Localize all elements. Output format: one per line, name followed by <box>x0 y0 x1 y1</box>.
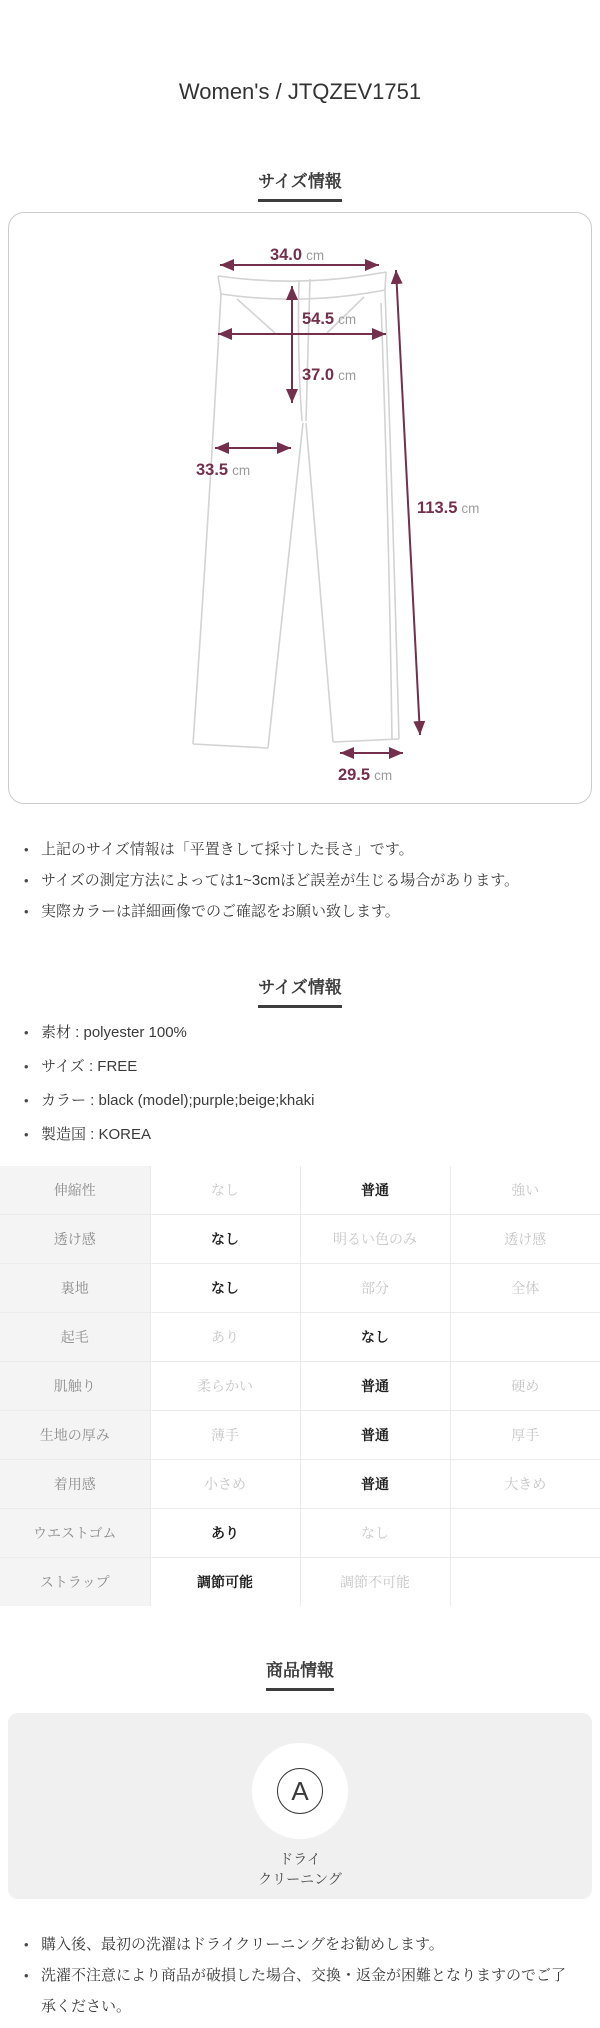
row-label: 透け感 <box>0 1215 150 1264</box>
material-item: • 製造国 : KOREA <box>24 1118 580 1152</box>
size-note: • 上記のサイズ情報は「平置きして採寸した長さ」です。 <box>24 834 580 865</box>
material-item: • サイズ : FREE <box>24 1050 580 1084</box>
row-label: ウエストゴム <box>0 1509 150 1558</box>
table-row <box>0 1313 600 1362</box>
option-cell: あり <box>150 1313 300 1362</box>
option-cell: 厚手 <box>450 1411 600 1460</box>
dry-clean-icon <box>252 1743 348 1839</box>
attribute-table <box>0 1166 600 1606</box>
length-measurement-label: 113.5 cm <box>417 499 480 517</box>
care-note: • 洗濯不注意により商品が破損した場合、交換・返金が困難となりますのでご了承ください。 <box>24 1960 580 2022</box>
pants-diagram <box>9 213 592 803</box>
option-cell-selected: 調節可能 <box>150 1558 300 1607</box>
option-cell-selected: 普通 <box>300 1411 450 1460</box>
rise-measurement-label: 37.0 cm <box>302 366 357 384</box>
option-cell-selected: 普通 <box>300 1362 450 1411</box>
material-info-heading: サイズ情報 <box>258 977 342 1008</box>
size-note: • 実際カラーは詳細画像でのご確認をお願い致します。 <box>24 896 580 927</box>
table-row <box>0 1166 600 1215</box>
option-cell: なし <box>150 1166 300 1215</box>
option-cell-selected: 普通 <box>300 1166 450 1215</box>
table-row <box>0 1509 600 1558</box>
option-cell: 強い <box>450 1166 600 1215</box>
option-cell: 大きめ <box>450 1460 600 1509</box>
option-cell: 透け感 <box>450 1215 600 1264</box>
option-cell <box>450 1509 600 1558</box>
row-label: 着用感 <box>0 1460 150 1509</box>
option-cell: 硬め <box>450 1362 600 1411</box>
product-info-heading: 商品情報 <box>266 1660 334 1691</box>
option-cell: なし <box>300 1509 450 1558</box>
waist-measurement-label: 34.0 cm <box>269 246 325 264</box>
hip-measurement-label: 54.5 cm <box>302 310 357 328</box>
option-cell: 明るい色のみ <box>300 1215 450 1264</box>
table-row <box>0 1362 600 1411</box>
dry-clean-letter: A <box>277 1768 323 1814</box>
size-note: • サイズの測定方法によっては1~3cmほど誤差が生じる場合があります。 <box>24 865 580 896</box>
option-cell-selected: 普通 <box>300 1460 450 1509</box>
size-notes-list <box>0 834 600 927</box>
option-cell-selected: あり <box>150 1509 300 1558</box>
care-notes-list <box>0 1929 600 2022</box>
table-row <box>0 1264 600 1313</box>
option-cell-selected: なし <box>300 1313 450 1362</box>
material-info-list <box>0 1016 600 1152</box>
table-row <box>0 1460 600 1509</box>
table-row <box>0 1411 600 1460</box>
table-row <box>0 1558 600 1607</box>
thigh-measurement-label: 33.5 cm <box>196 461 251 479</box>
option-cell <box>450 1313 600 1362</box>
option-cell-selected: なし <box>150 1215 300 1264</box>
care-caption <box>8 1849 592 1889</box>
material-item: • カラー : black (model);purple;beige;khaki <box>24 1084 580 1118</box>
page-title: Women's / JTQZEV1751 <box>178 79 422 104</box>
measurement-arrows <box>215 265 420 753</box>
table-row <box>0 1215 600 1264</box>
size-info-heading: サイズ情報 <box>258 171 342 202</box>
option-cell: 全体 <box>450 1264 600 1313</box>
option-cell <box>450 1558 600 1607</box>
row-label: 肌触り <box>0 1362 150 1411</box>
option-cell: 調節不可能 <box>300 1558 450 1607</box>
pants-outline <box>193 272 399 748</box>
option-cell: 柔らかい <box>150 1362 300 1411</box>
material-item: • 素材 : polyester 100% <box>24 1016 580 1050</box>
row-label: 生地の厚み <box>0 1411 150 1460</box>
option-cell: 薄手 <box>150 1411 300 1460</box>
size-diagram-box <box>8 212 592 804</box>
care-caption-line: クリーニング <box>258 1871 342 1887</box>
care-instruction-box <box>8 1713 592 1899</box>
option-cell: 部分 <box>300 1264 450 1313</box>
option-cell: 小さめ <box>150 1460 300 1509</box>
care-caption-line: ドライ <box>279 1851 321 1867</box>
row-label: 起毛 <box>0 1313 150 1362</box>
row-label: 裏地 <box>0 1264 150 1313</box>
care-note: • 購入後、最初の洗濯はドライクリーニングをお勧めします。 <box>24 1929 580 1960</box>
row-label: ストラップ <box>0 1558 150 1607</box>
option-cell-selected: なし <box>150 1264 300 1313</box>
row-label: 伸縮性 <box>0 1166 150 1215</box>
hem-measurement-label: 29.5 cm <box>337 766 393 784</box>
